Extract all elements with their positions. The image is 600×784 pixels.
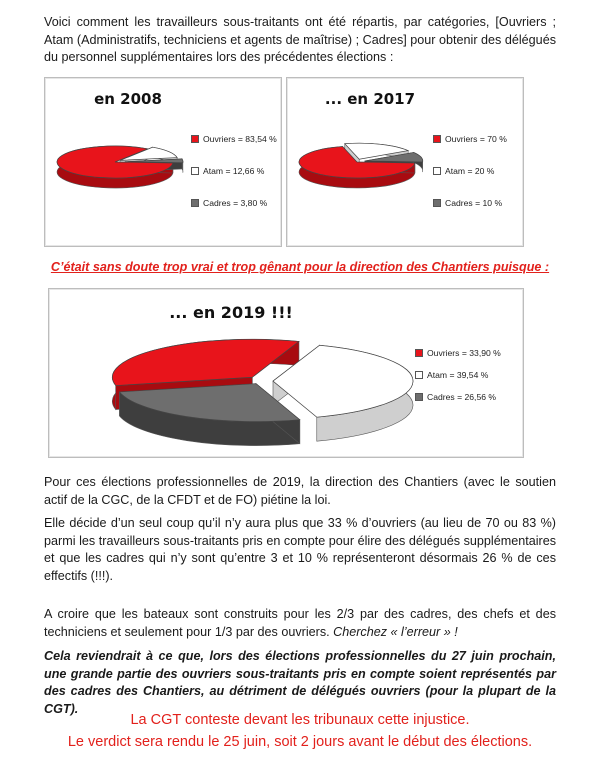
legend-swatch-atam bbox=[433, 167, 441, 175]
paragraph-boats-italic: Cherchez « l’erreur » ! bbox=[333, 624, 458, 639]
legend-label: Atam = 12,66 % bbox=[203, 166, 265, 176]
legend-item-ouvriers bbox=[415, 346, 501, 360]
legend-swatch-ouvriers bbox=[415, 349, 423, 357]
chart-2019 bbox=[48, 288, 524, 458]
chart-title: ... en 2017 bbox=[324, 90, 416, 108]
legend-item-cadres bbox=[433, 196, 507, 210]
red-subtitle: C’était sans doute trop vrai et trop gênant pour la direction des Chantiers puisque : bbox=[50, 260, 550, 274]
legend-label: Cadres = 26,56 % bbox=[427, 392, 497, 402]
legend-swatch-cadres bbox=[433, 199, 441, 207]
chart-legend bbox=[433, 132, 507, 210]
paragraph-election-2019: Pour ces élections professionnelles de 2019, la direction des Chantiers (avec le soutien actif de la CGC, de la CFDT et de FO) piétine la loi. bbox=[44, 475, 556, 507]
chart-title: en 2008 bbox=[94, 90, 162, 108]
chart-legend bbox=[415, 346, 501, 404]
legend-swatch-cadres bbox=[191, 199, 199, 207]
legend-item-atam bbox=[415, 368, 501, 382]
legend-item-cadres bbox=[191, 196, 277, 210]
legend-item-atam bbox=[433, 164, 507, 178]
chart-2008 bbox=[44, 77, 282, 247]
chart-2017 bbox=[286, 77, 524, 247]
legend-item-atam bbox=[191, 164, 277, 178]
pie-slice-ouvriers bbox=[112, 339, 299, 385]
paragraph-boats bbox=[44, 606, 556, 641]
legend-label: Ouvriers = 33,90 % bbox=[427, 348, 501, 358]
legend-label: Ouvriers = 83,54 % bbox=[203, 134, 277, 144]
legend-label: Cadres = 10 % bbox=[445, 198, 503, 208]
legend-label: Atam = 39,54 % bbox=[427, 370, 489, 380]
chart-legend bbox=[191, 132, 277, 210]
paragraph-decision: Elle décide d’un seul coup qu’il n’y aura plus que 33 % d’ouvriers (au lieu de 70 ou 83 %) parmi les travailleurs sous-traitants pris en compte pour élire des délégués supplémentaires et que les cadres qui n’y sont qu’entre 3 et 10 % représenteront désormais 26 % de ces effectifs (!!!). bbox=[44, 516, 556, 583]
chart-title: ... en 2019 !!! bbox=[169, 303, 293, 322]
legend-label: Cadres = 3,80 % bbox=[203, 198, 268, 208]
legend-label: Ouvriers = 70 % bbox=[445, 134, 507, 144]
legend-label: Atam = 20 % bbox=[445, 166, 495, 176]
legend-item-ouvriers bbox=[191, 132, 277, 146]
legend-item-ouvriers bbox=[433, 132, 507, 146]
paragraph-consequence: Cela reviendrait à ce que, lors des élections professionnelles du 27 juin prochain, une grande partie des ouvriers sous-traitants pris en compte soient représentés par des cadres des Chantiers, au détriment de délégués ouvriers (pour la plupart de la CGT). bbox=[44, 649, 556, 716]
legend-swatch-ouvriers bbox=[433, 135, 441, 143]
intro-paragraph: Voici comment les travailleurs sous-traitants ont été répartis, par catégories, [Ouvriers ; Atam (Administratifs, techniciens et agents de maîtrise) ; Cadres] pour obtenir des délégués du personnel supplémentaires lors des précédentes élections : bbox=[44, 15, 556, 65]
paragraph-boats-text: A croire que les bateaux sont construits pour les 2/3 par des cadres, des chefs et des techniciens et seulement pour 1/3 par des ouvriers. bbox=[44, 607, 556, 639]
legend-item-cadres bbox=[415, 390, 501, 404]
legend-swatch-atam bbox=[415, 371, 423, 379]
legend-swatch-ouvriers bbox=[191, 135, 199, 143]
footer-line-2: Le verdict sera rendu le 25 juin, soit 2 jours avant le début des élections. bbox=[67, 734, 533, 750]
legend-swatch-cadres bbox=[415, 393, 423, 401]
legend-swatch-atam bbox=[191, 167, 199, 175]
footer-line-1: La CGT conteste devant les tribunaux cette injustice. bbox=[130, 712, 470, 728]
